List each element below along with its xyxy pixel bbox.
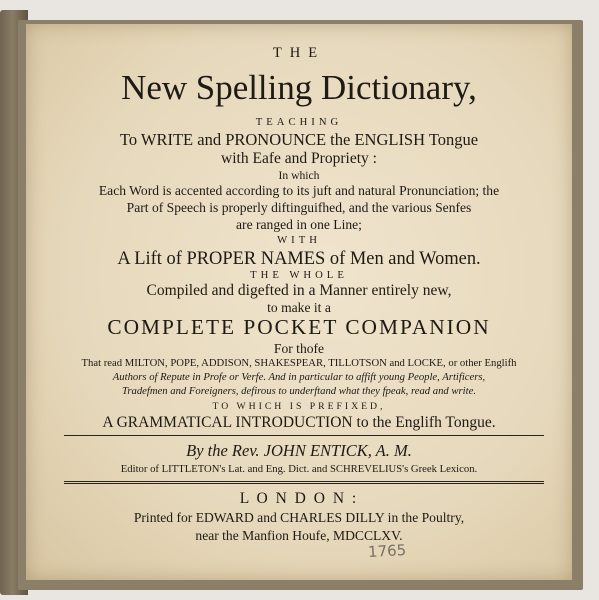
line-ease: with Eafe and Propriety : xyxy=(221,150,377,167)
line-authors-1: That read MILTON, POPE, ADDISON, SHAKESPEAR, TILLOTSON and LOCKE, or other Englifh xyxy=(81,357,517,369)
for-those: For thofe xyxy=(273,341,325,356)
with-label: WITH xyxy=(277,234,321,246)
line-list: A Lift of PROPER NAMES of Men and Women. xyxy=(117,248,481,268)
line-authors-2: Authors of Repute in Profe or Verfe. And in particular to affift young People, Artificers, xyxy=(112,371,486,383)
author-line: By the Rev. JOHN ENTICK, A. M. xyxy=(186,441,412,460)
title-the: THE xyxy=(272,45,326,61)
prefixed-label: TO WHICH IS PREFIXED, xyxy=(212,401,386,412)
divider-rule-2 xyxy=(64,481,544,484)
printed-line: Printed for EDWARD and CHARLES DILLY in the Poultry, xyxy=(133,510,465,525)
near-line: near the Manfion Houfe, MDCCLXV. xyxy=(195,528,403,543)
title-page xyxy=(26,24,572,580)
line-make: to make it a xyxy=(267,300,331,315)
main-title: New Spelling Dictionary, xyxy=(121,68,477,107)
london-imprint: L O N D O N : xyxy=(239,490,359,507)
line-compiled: Compiled and digefted in a Manner entirely new, xyxy=(146,282,452,299)
companion-heading: COMPLETE POCKET COMPANION xyxy=(107,315,491,339)
divider-rule-1 xyxy=(64,435,544,436)
line-ranged: are ranged in one Line; xyxy=(236,217,362,232)
line-grammatical: A GRAMMATICAL INTRODUCTION to the Englifh Tongue. xyxy=(102,414,496,431)
line-authors-3: Tradefmen and Foreigners, defirous to underftand what they fpeak, read and write. xyxy=(122,385,476,397)
line-write: To WRITE and PRONOUNCE the ENGLISH Tongue xyxy=(119,130,479,149)
line-speech: Part of Speech is properly diftinguifhed, and the various Senfes xyxy=(126,200,472,215)
handwritten-year: 1765 xyxy=(367,541,407,561)
teaching-label: TEACHING xyxy=(255,116,343,128)
the-whole-label: THE WHOLE xyxy=(250,269,348,281)
editor-line: Editor of LITTLETON's Lat. and Eng. Dict. and SCHREVELIUS's Greek Lexicon. xyxy=(120,463,478,475)
in-which-label: In which xyxy=(278,169,320,182)
line-accent: Each Word is accented according to its juft and natural Pronunciation; the xyxy=(98,183,500,198)
